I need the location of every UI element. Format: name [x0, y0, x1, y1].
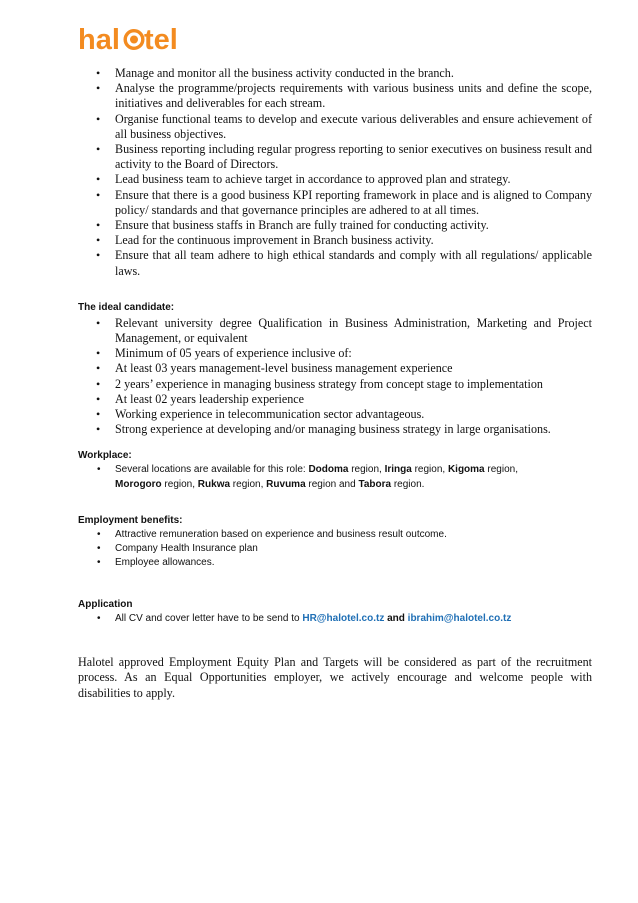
region-name: Dodoma — [308, 464, 349, 476]
list-item: • Lead for the continuous improvement in Branch business activity. — [78, 233, 592, 248]
list-item — [78, 612, 592, 626]
workplace-prefix: Several locations are available for this role: — [115, 464, 309, 476]
ideal-candidate-list — [78, 316, 592, 438]
logo-o-icon — [125, 31, 143, 49]
logo-text-left: hal — [78, 24, 120, 56]
application-text: All CV and cover letter have to be send to — [115, 613, 303, 625]
region-name: Tabora — [358, 478, 392, 490]
region-suffix: region and — [305, 478, 359, 490]
ideal-candidate-heading: The ideal candidate: — [78, 301, 175, 313]
responsibilities-list — [78, 66, 592, 279]
halotel-logo — [78, 22, 190, 58]
document-body — [78, 66, 592, 701]
region-suffix: region, — [411, 464, 448, 476]
ibrahim-email-link[interactable]: ibrahim@halotel.co.tz — [407, 613, 512, 625]
application-heading: Application — [78, 599, 133, 611]
benefits-heading: Employment benefits: — [78, 514, 183, 526]
list-item: • Attractive remuneration based on experience and business result outcome. — [78, 528, 592, 542]
region-suffix: region, — [348, 464, 385, 476]
region-name: Kigoma — [447, 464, 485, 476]
region-suffix: region, — [484, 464, 518, 476]
region-suffix: region, — [161, 478, 198, 490]
list-item: • Employee allowances. — [78, 556, 592, 570]
list-item: • At least 03 years management-level business management experience — [78, 361, 592, 376]
region-name: Morogoro — [115, 478, 162, 490]
list-item: • Lead business team to achieve target in accordance to approved plan and strategy. — [78, 172, 592, 187]
list-item: • Ensure that all team adhere to high ethical standards and comply with all regulations/ applicable laws. — [78, 248, 592, 278]
region-suffix: region, — [230, 478, 267, 490]
region-name: Iringa — [384, 464, 412, 476]
list-item: • At least 02 years leadership experience — [78, 392, 592, 407]
region-name: Rukwa — [197, 478, 231, 490]
application-list — [78, 612, 592, 626]
closing-paragraph: Halotel approved Employment Equity Plan and Targets will be considered as part of the recruitment process. As an Equal Opportunities employer, we actively encourage and welcome people with disabilities to apply. — [78, 654, 592, 700]
list-item: • Strong experience at developing and/or managing business strategy in large organisations. — [78, 422, 592, 437]
region-name: Ruvuma — [266, 478, 306, 490]
list-item: • 2 years’ experience in managing business strategy from concept stage to implementation — [78, 377, 592, 392]
list-item: • Minimum of 05 years of experience inclusive of: — [78, 346, 592, 361]
list-item — [78, 463, 592, 491]
list-item: • Company Health Insurance plan — [78, 542, 592, 556]
list-item: • Relevant university degree Qualification in Business Administration, Marketing and Project Management, or equivalent — [78, 316, 592, 346]
hr-email-link[interactable]: HR@halotel.co.tz — [302, 613, 385, 625]
application-and: and — [384, 613, 408, 625]
list-item: • Ensure that there is a good business KPI reporting framework in place and is aligned to Company policy/ standards and that governance principles are adhered to at all times. — [78, 188, 592, 218]
benefits-list — [78, 528, 592, 571]
workplace-heading: Workplace: — [78, 450, 132, 462]
list-item: • Ensure that business staffs in Branch are fully trained for conducting activity. — [78, 218, 592, 233]
halotel-logo-graphic — [78, 22, 190, 58]
list-item: • Working experience in telecommunication sector advantageous. — [78, 407, 592, 422]
list-item: • Manage and monitor all the business activity conducted in the branch. — [78, 66, 592, 81]
region-suffix: region. — [391, 478, 425, 490]
workplace-list — [78, 463, 592, 491]
logo-text-right: tel — [144, 24, 178, 56]
list-item: • Analyse the programme/projects requirements with various business units and define the scope, initiatives and deliverables for each stream. — [78, 81, 592, 111]
list-item: • Organise functional teams to develop and execute various deliverables and ensure achievement of all business objectives. — [78, 112, 592, 142]
list-item: • Business reporting including regular progress reporting to senior executives on business result and activity to the Board of Directors. — [78, 142, 592, 172]
